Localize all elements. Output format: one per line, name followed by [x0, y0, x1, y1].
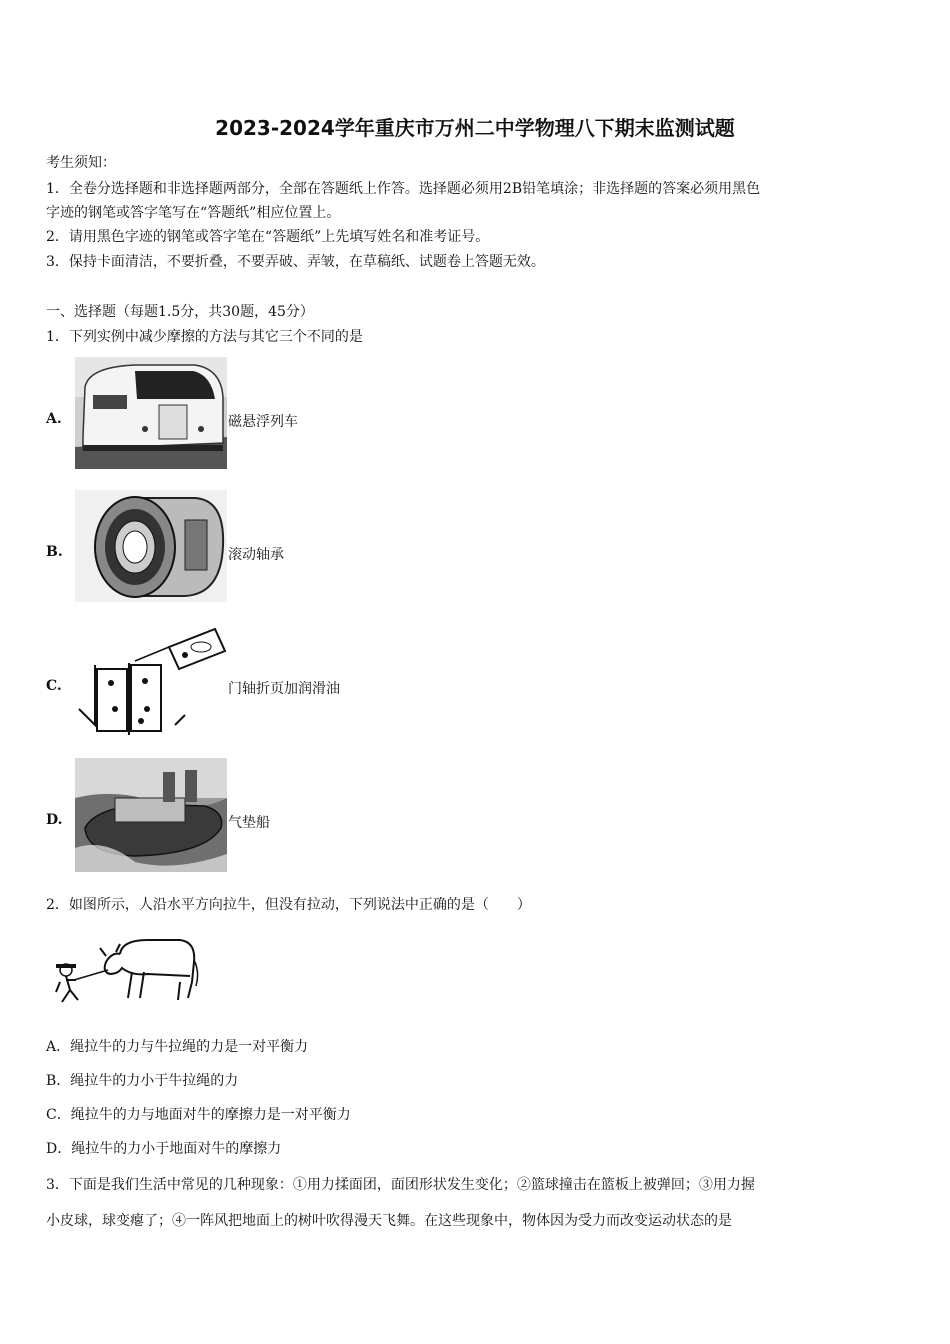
- q1-option-a-letter: A.: [46, 411, 62, 427]
- notice-heading: 考生须知：: [46, 155, 116, 171]
- notice-item-2: 2．请用黑色字迹的钢笔或答字笔在“答题纸”上先填写姓名和准考证号。: [46, 229, 490, 245]
- question-1-stem: 1．下列实例中减少摩擦的方法与其它三个不同的是: [46, 329, 363, 345]
- page-title: 2023-2024学年重庆市万州二中学物理八下期末监测试题: [215, 116, 735, 140]
- question-3-line-2: 小皮球，球变瘪了；④一阵风把地面上的树叶吹得漫天飞舞。在这些现象中，物体因为受力而改变运动状态的是: [46, 1213, 732, 1229]
- question-3-line-1: 3．下面是我们生活中常见的几种现象：①用力揉面团，面团形状发生变化；②篮球撞击在篮板上被弹回；③用力握: [46, 1177, 755, 1193]
- q2-option-c: C．绳拉牛的力与地面对牛的摩擦力是一对平衡力: [46, 1107, 351, 1123]
- rolling-bearing-image: [75, 490, 227, 602]
- q1-option-c-letter: C.: [46, 678, 62, 694]
- hovercraft-image: [75, 758, 227, 872]
- q1-option-b-text: 滚动轴承: [228, 547, 284, 563]
- q1-option-d-letter: D.: [46, 812, 63, 828]
- q2-option-a: A．绳拉牛的力与牛拉绳的力是一对平衡力: [46, 1039, 309, 1055]
- q1-option-b-letter: B.: [46, 544, 63, 560]
- q2-option-d: D．绳拉牛的力小于地面对牛的摩擦力: [46, 1141, 282, 1157]
- notice-item-3: 3．保持卡面清洁，不要折叠，不要弄破、弄皱，在草稿纸、试题卷上答题无效。: [46, 254, 545, 270]
- q2-option-b: B．绳拉牛的力小于牛拉绳的力: [46, 1073, 239, 1089]
- door-hinge-oiling-image: [75, 625, 227, 743]
- q1-option-d-text: 气垫船: [228, 815, 270, 831]
- section-heading: 一、选择题（每题1.5分，共30题，45分）: [46, 304, 314, 320]
- person-pulling-cow-image: [52, 932, 200, 1012]
- maglev-train-image: [75, 357, 227, 469]
- notice-item-1-line-2: 字迹的钢笔或答字笔写在“答题纸”相应位置上。: [46, 205, 341, 221]
- question-2-stem: 2．如图所示，人沿水平方向拉牛，但没有拉动，下列说法中正确的是（ ）: [46, 897, 531, 913]
- notice-item-1-line-1: 1．全卷分选择题和非选择题两部分，全部在答题纸上作答。选择题必须用2B铅笔填涂；非选择题的答案必须用黑色: [46, 181, 761, 197]
- q1-option-a-text: 磁悬浮列车: [228, 414, 298, 430]
- q1-option-c-text: 门轴折页加润滑油: [228, 681, 340, 697]
